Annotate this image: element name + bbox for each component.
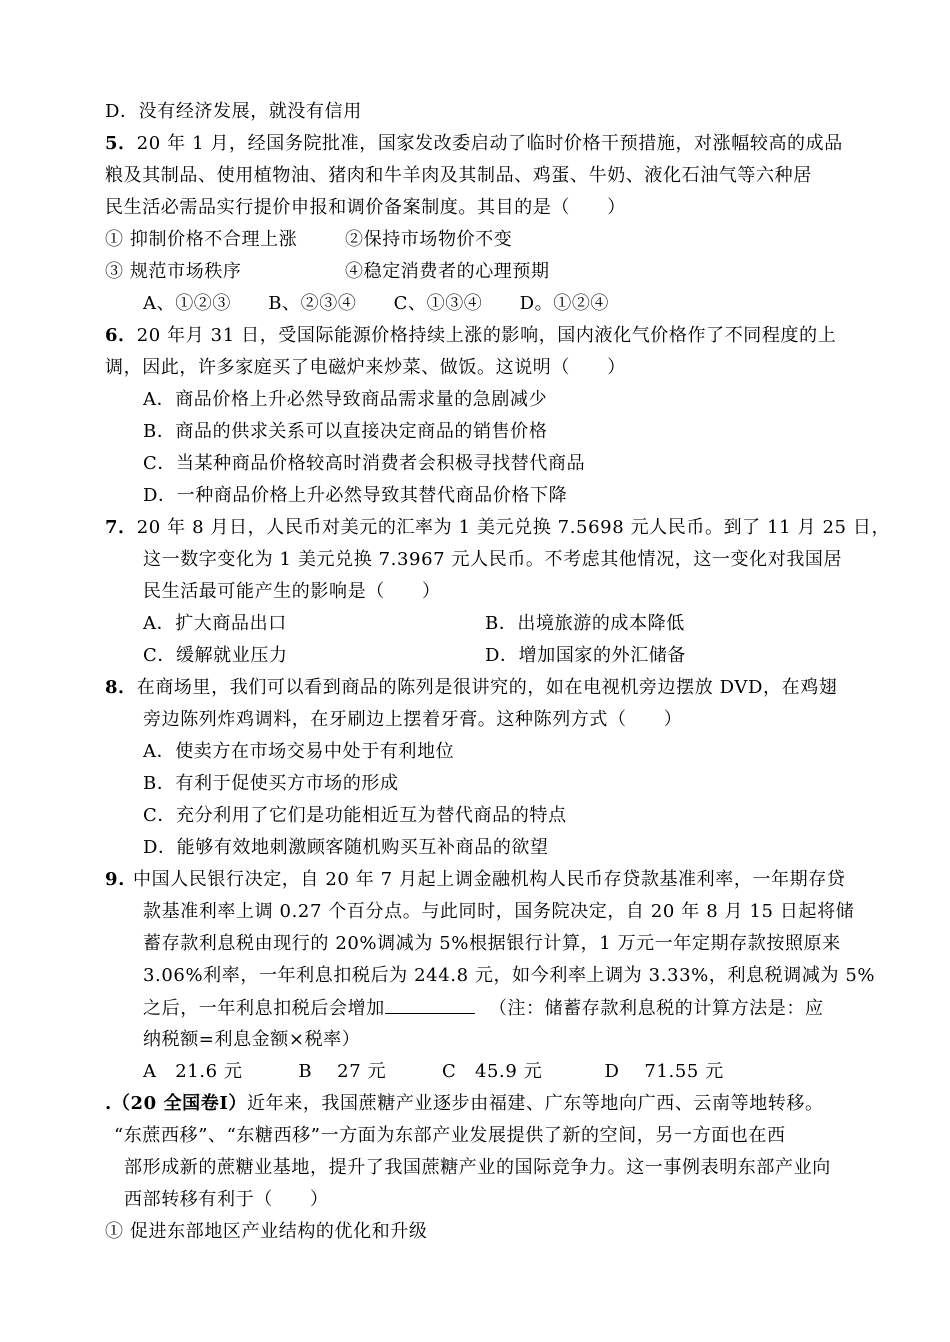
question-7-stem-line-2: 这一数字变化为 1 美元兑换 7.3967 元人民币。不考虑其他情况，这一变化对我国居	[143, 549, 843, 570]
question-6-option-c: C．当某种商品价格较高时消费者会积极寻找替代商品	[143, 453, 586, 474]
question-8-option-d: D．能够有效地刺激顾客随机购买互补商品的欲望	[143, 837, 549, 858]
question-5-stem-line-1	[105, 131, 843, 157]
question-9-stem-line-5	[143, 995, 824, 1022]
question-6-option-d: D．一种商品价格上升必然导致其替代商品价格下降	[143, 485, 568, 506]
question-6-stem-line-2: 调，因此，许多家庭买了电磁炉来炒菜、做饭。这说明（ ）	[105, 357, 626, 378]
question-9-text-before-blank: 之后，一年利息扣税后会增加	[143, 998, 385, 1019]
question-7-stem-line-1	[105, 515, 890, 541]
question-10-text: 近年来，我国蔗糖产业逐步由福建、广东等地向广西、云南等地转移。	[247, 1093, 824, 1114]
question-8-number: 8．	[105, 677, 137, 698]
question-8-option-b: B．有利于促使买方市场的形成	[143, 773, 399, 794]
question-5-number: 5．	[105, 133, 137, 154]
question-7-text: 20 年 8 月日，人民币对美元的汇率为 1 美元兑换 7.5698 元人民币。到了 11 月 25 日，	[136, 517, 891, 538]
question-9-note: （注：储蓄存款利息税的计算方法是：应	[488, 998, 824, 1019]
question-9-stem-line-6: 纳税额=利息金额×税率）	[143, 1029, 361, 1050]
answer-blank	[385, 995, 475, 1014]
question-6-text: 20 年月 31 日，受国际能源价格持续上涨的影响，国内液化气价格作了不同程度的上	[136, 325, 837, 346]
question-6-stem-line-1	[105, 323, 836, 349]
question-5-answers: A、①②③ B、②③④ C、①③④ D。①②④	[143, 293, 610, 314]
question-7-stem-line-3: 民生活最可能产生的影响是（ ）	[143, 581, 441, 602]
question-5-item-1: ① 抑制价格不合理上涨	[105, 229, 298, 250]
question-9-stem-line-1: 中国人民银行决定，自 20 年 7 月起上调金融机构人民币存贷款基准利率，一年期存贷	[133, 869, 846, 890]
question-5-item-4: ④稳定消费者的心理预期	[345, 261, 550, 282]
question-6-option-b: B．商品的供求关系可以直接决定商品的销售价格	[143, 421, 548, 442]
question-5-stem-line-3: 民生活必需品实行提价申报和调价备案制度。其目的是（ ）	[105, 197, 626, 218]
question-7-option-d: D．增加国家的外汇储备	[485, 645, 687, 666]
question-10-source: .（20 全国卷Ⅰ）	[105, 1093, 248, 1114]
question-9-number: 9.	[105, 869, 125, 890]
question-7-option-c: C．缓解就业压力	[143, 645, 288, 666]
question-6-number: 6．	[105, 325, 137, 346]
question-7-option-a: A．扩大商品出口	[143, 613, 287, 634]
question-5-item-2: ②保持市场物价不变	[345, 229, 513, 250]
question-5-stem-line-2: 粮及其制品、使用植物油、猪肉和牛羊肉及其制品、鸡蛋、牛奶、液化石油气等六种居	[105, 165, 812, 186]
question-9-stem-line-4: 3.06%利率，一年利息扣税后为 244.8 元，如今利率上调为 3.33%，利息税调减为 5%	[143, 965, 876, 986]
question-10-stem-line-4: 西部转移有利于（ ）	[124, 1189, 329, 1210]
question-5-item-3: ③ 规范市场秩序	[105, 261, 242, 282]
question-10-stem-line-3: 部形成新的蔗糖业基地，提升了我国蔗糖产业的国际竞争力。这一事例表明东部产业向	[124, 1157, 831, 1178]
question-8-option-c: C．充分利用了它们是功能相近互为替代商品的特点	[143, 805, 567, 826]
question-7-number: 7．	[105, 517, 137, 538]
question-6-option-a: A．商品价格上升必然导致商品需求量的急剧减少	[143, 389, 548, 410]
question-9-stem-line-3: 蓄存款利息税由现行的 20%调减为 5%根据银行计算，1 万元一年定期存款按照原来	[143, 933, 841, 954]
q4-option-d: D．没有经济发展，就没有信用	[105, 101, 362, 122]
question-8-option-a: A．使卖方在市场交易中处于有利地位	[143, 741, 455, 762]
question-5-text: 20 年 1 月，经国务院批准，国家发改委启动了临时价格干预措施，对涨幅较高的成品	[136, 133, 843, 154]
question-10-stem-line-1	[105, 1091, 824, 1117]
question-10-stem-line-2: “东蔗西移”、“东糖西移”一方面为东部产业发展提供了新的空间，另一方面也在西	[114, 1125, 786, 1146]
question-8-stem-line-2: 旁边陈列炸鸡调料，在牙刷边上摆着牙膏。这种陈列方式（ ）	[143, 709, 683, 730]
question-8-stem-line-1	[105, 675, 837, 701]
question-9-stem-line-2: 款基准利率上调 0.27 个百分点。与此同时，国务院决定，自 20 年 8 月 15 日起将储	[143, 901, 855, 922]
question-7-option-b: B．出境旅游的成本降低	[485, 613, 685, 634]
question-10-item-1: ① 促进东部地区产业结构的优化和升级	[105, 1221, 428, 1242]
question-9-answers: A 21.6 元 B 27 元 C 45.9 元 D 71.55 元	[143, 1061, 724, 1082]
question-8-text: 在商场里，我们可以看到商品的陈列是很讲究的，如在电视机旁边摆放 DVD，在鸡翅	[136, 677, 838, 698]
